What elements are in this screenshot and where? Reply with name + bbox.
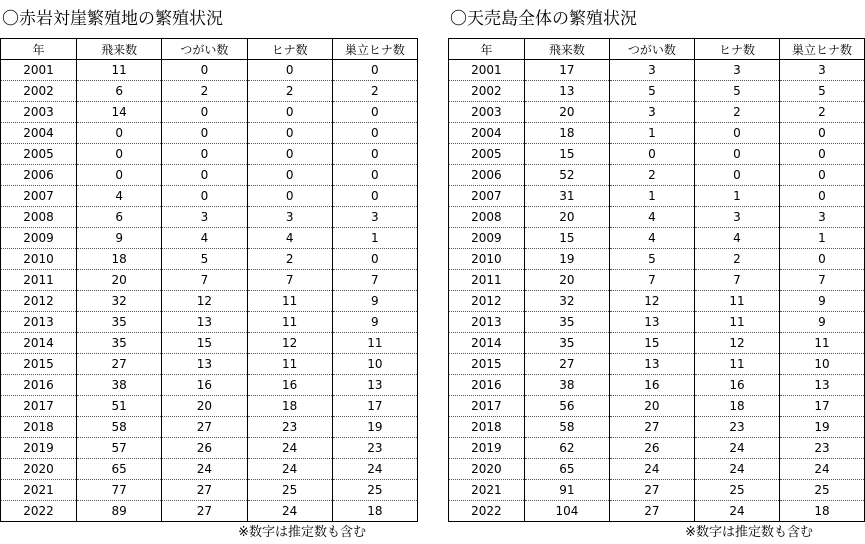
cell-arrivals[interactable]: 35	[524, 312, 609, 333]
cell-year[interactable]: 2010	[449, 249, 525, 270]
cell-fledglings[interactable]: 19	[779, 417, 864, 438]
cell-year[interactable]: 2013	[449, 312, 525, 333]
cell-year[interactable]: 2006	[1, 165, 77, 186]
cell-year[interactable]: 2011	[449, 270, 525, 291]
cell-pairs[interactable]: 3	[609, 60, 694, 81]
table-row	[1, 60, 418, 81]
panel-teuri-island	[448, 0, 865, 544]
cell-arrivals[interactable]: 89	[77, 501, 162, 522]
cell-chicks[interactable]: 7	[247, 270, 332, 291]
cell-fledglings[interactable]: 0	[779, 123, 864, 144]
cell-pairs[interactable]: 0	[162, 60, 247, 81]
cell-chicks[interactable]: 24	[247, 501, 332, 522]
table-row	[449, 417, 865, 438]
cell-chicks[interactable]: 11	[694, 312, 779, 333]
cell-pairs[interactable]: 7	[162, 270, 247, 291]
cell-fledglings[interactable]: 1	[332, 228, 417, 249]
cell-arrivals[interactable]: 6	[77, 207, 162, 228]
cell-chicks[interactable]: 0	[247, 165, 332, 186]
cell-year[interactable]: 2022	[1, 501, 77, 522]
cell-arrivals[interactable]: 15	[524, 144, 609, 165]
header-pairs[interactable]: つがい数	[162, 39, 247, 60]
cell-year[interactable]: 2001	[1, 60, 77, 81]
cell-fledglings[interactable]: 11	[332, 333, 417, 354]
cell-arrivals[interactable]: 32	[524, 291, 609, 312]
cell-pairs[interactable]: 1	[609, 123, 694, 144]
cell-arrivals[interactable]: 62	[524, 438, 609, 459]
cell-arrivals[interactable]: 27	[524, 354, 609, 375]
table-row	[449, 459, 865, 480]
cell-chicks[interactable]: 24	[247, 438, 332, 459]
cell-chicks[interactable]: 25	[247, 480, 332, 501]
cell-year[interactable]: 2016	[1, 375, 77, 396]
table-row	[449, 480, 865, 501]
cell-pairs[interactable]: 27	[609, 501, 694, 522]
table-body	[449, 60, 865, 522]
cell-arrivals[interactable]: 35	[77, 333, 162, 354]
cell-pairs[interactable]: 4	[609, 228, 694, 249]
cell-fledglings[interactable]: 0	[332, 102, 417, 123]
cell-chicks[interactable]: 7	[694, 270, 779, 291]
cell-pairs[interactable]: 4	[162, 228, 247, 249]
header-row	[1, 39, 418, 60]
cell-arrivals[interactable]: 52	[524, 165, 609, 186]
cell-chicks[interactable]: 23	[247, 417, 332, 438]
cell-chicks[interactable]: 4	[694, 228, 779, 249]
cell-year[interactable]: 2002	[1, 81, 77, 102]
cell-pairs[interactable]: 27	[162, 417, 247, 438]
cell-fledglings[interactable]: 25	[332, 480, 417, 501]
cell-pairs[interactable]: 0	[162, 144, 247, 165]
header-chicks[interactable]: ヒナ数	[694, 39, 779, 60]
cell-fledglings[interactable]: 24	[332, 459, 417, 480]
cell-pairs[interactable]: 0	[609, 144, 694, 165]
cell-fledglings[interactable]: 13	[779, 375, 864, 396]
table-row	[449, 186, 865, 207]
table-row	[1, 291, 418, 312]
cell-year[interactable]: 2001	[449, 60, 525, 81]
cell-fledglings[interactable]: 7	[779, 270, 864, 291]
cell-pairs[interactable]: 27	[609, 417, 694, 438]
cell-chicks[interactable]: 11	[694, 354, 779, 375]
cell-arrivals[interactable]: 13	[524, 81, 609, 102]
cell-chicks[interactable]: 1	[694, 186, 779, 207]
cell-fledglings[interactable]: 9	[779, 291, 864, 312]
cell-year[interactable]: 2015	[1, 354, 77, 375]
cell-fledglings[interactable]: 2	[779, 102, 864, 123]
cell-pairs[interactable]: 16	[609, 375, 694, 396]
table-row	[449, 81, 865, 102]
cell-pairs[interactable]: 1	[609, 186, 694, 207]
cell-chicks[interactable]: 2	[247, 249, 332, 270]
cell-pairs[interactable]: 15	[162, 333, 247, 354]
cell-fledglings[interactable]: 0	[779, 165, 864, 186]
cell-fledglings[interactable]: 9	[779, 312, 864, 333]
cell-year[interactable]: 2012	[1, 291, 77, 312]
cell-year[interactable]: 2005	[1, 144, 77, 165]
cell-fledglings[interactable]: 0	[779, 249, 864, 270]
cell-fledglings[interactable]: 9	[332, 312, 417, 333]
cell-pairs[interactable]: 27	[162, 501, 247, 522]
cell-arrivals[interactable]: 38	[77, 375, 162, 396]
table-row	[449, 165, 865, 186]
cell-year[interactable]: 2017	[449, 396, 525, 417]
cell-pairs[interactable]: 2	[609, 165, 694, 186]
cell-chicks[interactable]: 2	[694, 102, 779, 123]
cell-year[interactable]: 2003	[449, 102, 525, 123]
cell-fledglings[interactable]: 0	[779, 186, 864, 207]
table-row	[449, 375, 865, 396]
cell-chicks[interactable]: 0	[694, 123, 779, 144]
cell-chicks[interactable]: 0	[247, 102, 332, 123]
cell-chicks[interactable]: 11	[694, 291, 779, 312]
breeding-table-akaiwa	[0, 38, 418, 522]
cell-pairs[interactable]: 12	[162, 291, 247, 312]
cell-fledglings[interactable]: 0	[332, 123, 417, 144]
cell-arrivals[interactable]: 0	[77, 165, 162, 186]
cell-fledglings[interactable]: 10	[332, 354, 417, 375]
table-row	[1, 459, 418, 480]
table-row	[449, 312, 865, 333]
cell-arrivals[interactable]: 18	[77, 249, 162, 270]
cell-pairs[interactable]: 20	[609, 396, 694, 417]
cell-fledglings[interactable]: 10	[779, 354, 864, 375]
cell-chicks[interactable]: 24	[694, 459, 779, 480]
cell-year[interactable]: 2018	[1, 417, 77, 438]
cell-year[interactable]: 2020	[1, 459, 77, 480]
table-row	[1, 249, 418, 270]
cell-fledglings[interactable]: 7	[332, 270, 417, 291]
cell-year[interactable]: 2011	[1, 270, 77, 291]
cell-chicks[interactable]: 24	[247, 459, 332, 480]
cell-pairs[interactable]: 0	[162, 123, 247, 144]
cell-pairs[interactable]: 0	[162, 186, 247, 207]
cell-arrivals[interactable]: 20	[77, 270, 162, 291]
footnote: ※数字は推定数も含む	[238, 525, 366, 540]
table-row	[1, 417, 418, 438]
cell-year[interactable]: 2020	[449, 459, 525, 480]
panel-title: 〇赤岩対崖繁殖地の繁殖状況	[2, 9, 223, 29]
cell-pairs[interactable]: 3	[609, 102, 694, 123]
cell-chicks[interactable]: 0	[247, 186, 332, 207]
cell-arrivals[interactable]: 0	[77, 123, 162, 144]
cell-pairs[interactable]: 26	[162, 438, 247, 459]
cell-arrivals[interactable]: 38	[524, 375, 609, 396]
cell-pairs[interactable]: 5	[609, 81, 694, 102]
cell-chicks[interactable]: 3	[694, 60, 779, 81]
cell-fledglings[interactable]: 17	[779, 396, 864, 417]
table-row	[449, 396, 865, 417]
cell-chicks[interactable]: 0	[247, 144, 332, 165]
cell-fledglings[interactable]: 17	[332, 396, 417, 417]
table-row	[1, 354, 418, 375]
cell-year[interactable]: 2006	[449, 165, 525, 186]
cell-year[interactable]: 2009	[449, 228, 525, 249]
cell-arrivals[interactable]: 91	[524, 480, 609, 501]
cell-pairs[interactable]: 13	[609, 312, 694, 333]
cell-arrivals[interactable]: 56	[524, 396, 609, 417]
cell-fledglings[interactable]: 25	[779, 480, 864, 501]
cell-arrivals[interactable]: 51	[77, 396, 162, 417]
header-year[interactable]: 年	[449, 39, 525, 60]
cell-arrivals[interactable]: 65	[524, 459, 609, 480]
footnote: ※数字は推定数も含む	[685, 525, 813, 540]
cell-arrivals[interactable]: 17	[524, 60, 609, 81]
cell-chicks[interactable]: 11	[247, 291, 332, 312]
cell-pairs[interactable]: 13	[162, 312, 247, 333]
cell-year[interactable]: 2022	[449, 501, 525, 522]
table-row	[449, 60, 865, 81]
cell-fledglings[interactable]: 0	[779, 144, 864, 165]
table-row	[449, 228, 865, 249]
cell-pairs[interactable]: 0	[162, 102, 247, 123]
cell-arrivals[interactable]: 35	[77, 312, 162, 333]
cell-fledglings[interactable]: 11	[779, 333, 864, 354]
table-row	[1, 102, 418, 123]
table-row	[1, 375, 418, 396]
cell-arrivals[interactable]: 104	[524, 501, 609, 522]
cell-chicks[interactable]: 23	[694, 417, 779, 438]
cell-year[interactable]: 2009	[1, 228, 77, 249]
cell-fledglings[interactable]: 23	[332, 438, 417, 459]
panel-akaiwa	[0, 0, 418, 544]
cell-chicks[interactable]: 24	[694, 438, 779, 459]
cell-arrivals[interactable]: 9	[77, 228, 162, 249]
cell-pairs[interactable]: 4	[609, 207, 694, 228]
cell-chicks[interactable]: 2	[694, 249, 779, 270]
cell-arrivals[interactable]: 20	[524, 207, 609, 228]
cell-fledglings[interactable]: 0	[332, 60, 417, 81]
cell-arrivals[interactable]: 58	[524, 417, 609, 438]
breeding-table-teuri	[448, 38, 865, 522]
cell-chicks[interactable]: 12	[694, 333, 779, 354]
cell-pairs[interactable]: 15	[609, 333, 694, 354]
table-row	[1, 480, 418, 501]
table-row	[449, 333, 865, 354]
table-row	[449, 291, 865, 312]
table-body	[1, 60, 418, 522]
cell-pairs[interactable]: 27	[162, 480, 247, 501]
cell-year[interactable]: 2003	[1, 102, 77, 123]
table-row	[1, 270, 418, 291]
table-row	[449, 249, 865, 270]
cell-arrivals[interactable]: 19	[524, 249, 609, 270]
cell-pairs[interactable]: 0	[162, 165, 247, 186]
cell-chicks[interactable]: 16	[694, 375, 779, 396]
table-row	[1, 333, 418, 354]
cell-year[interactable]: 2010	[1, 249, 77, 270]
header-arrivals[interactable]: 飛来数	[524, 39, 609, 60]
cell-arrivals[interactable]: 15	[524, 228, 609, 249]
cell-chicks[interactable]: 3	[694, 207, 779, 228]
cell-pairs[interactable]: 12	[609, 291, 694, 312]
cell-fledglings[interactable]: 3	[779, 60, 864, 81]
cell-chicks[interactable]: 3	[247, 207, 332, 228]
cell-year[interactable]: 2004	[1, 123, 77, 144]
cell-pairs[interactable]: 2	[162, 81, 247, 102]
cell-chicks[interactable]: 11	[247, 312, 332, 333]
cell-fledglings[interactable]: 0	[332, 165, 417, 186]
cell-year[interactable]: 2008	[449, 207, 525, 228]
cell-year[interactable]: 2008	[1, 207, 77, 228]
table-row	[449, 123, 865, 144]
table-row	[1, 438, 418, 459]
cell-chicks[interactable]: 18	[694, 396, 779, 417]
cell-chicks[interactable]: 2	[247, 81, 332, 102]
cell-year[interactable]: 2014	[1, 333, 77, 354]
cell-fledglings[interactable]: 2	[332, 81, 417, 102]
header-chicks[interactable]: ヒナ数	[247, 39, 332, 60]
table-row	[1, 312, 418, 333]
cell-fledglings[interactable]: 18	[332, 501, 417, 522]
cell-arrivals[interactable]: 27	[77, 354, 162, 375]
cell-chicks[interactable]: 0	[694, 144, 779, 165]
header-year[interactable]: 年	[1, 39, 77, 60]
cell-chicks[interactable]: 0	[247, 60, 332, 81]
table-row	[449, 438, 865, 459]
cell-year[interactable]: 2019	[449, 438, 525, 459]
cell-arrivals[interactable]: 0	[77, 144, 162, 165]
table-row	[1, 186, 418, 207]
cell-fledglings[interactable]: 23	[779, 438, 864, 459]
cell-year[interactable]: 2021	[1, 480, 77, 501]
cell-year[interactable]: 2005	[449, 144, 525, 165]
table-row	[1, 123, 418, 144]
cell-fledglings[interactable]: 0	[332, 249, 417, 270]
cell-year[interactable]: 2021	[449, 480, 525, 501]
table-row	[449, 354, 865, 375]
cell-fledglings[interactable]: 24	[779, 459, 864, 480]
cell-chicks[interactable]: 11	[247, 354, 332, 375]
cell-pairs[interactable]: 13	[162, 354, 247, 375]
cell-fledglings[interactable]: 5	[779, 81, 864, 102]
cell-pairs[interactable]: 7	[609, 270, 694, 291]
cell-fledglings[interactable]: 0	[332, 144, 417, 165]
table-row	[449, 207, 865, 228]
cell-pairs[interactable]: 27	[609, 480, 694, 501]
cell-year[interactable]: 2004	[449, 123, 525, 144]
cell-fledglings[interactable]: 19	[332, 417, 417, 438]
cell-fledglings[interactable]: 18	[779, 501, 864, 522]
table-row	[449, 144, 865, 165]
cell-year[interactable]: 2018	[449, 417, 525, 438]
cell-fledglings[interactable]: 3	[779, 207, 864, 228]
cell-chicks[interactable]: 12	[247, 333, 332, 354]
cell-arrivals[interactable]: 32	[77, 291, 162, 312]
cell-fledglings[interactable]: 1	[779, 228, 864, 249]
cell-arrivals[interactable]: 58	[77, 417, 162, 438]
cell-pairs[interactable]: 3	[162, 207, 247, 228]
cell-chicks[interactable]: 0	[694, 165, 779, 186]
cell-chicks[interactable]: 0	[247, 123, 332, 144]
table-row	[1, 81, 418, 102]
cell-arrivals[interactable]: 77	[77, 480, 162, 501]
cell-pairs[interactable]: 26	[609, 438, 694, 459]
cell-arrivals[interactable]: 20	[524, 270, 609, 291]
table-row	[449, 270, 865, 291]
cell-arrivals[interactable]: 18	[524, 123, 609, 144]
cell-pairs[interactable]: 5	[609, 249, 694, 270]
cell-year[interactable]: 2013	[1, 312, 77, 333]
header-row	[449, 39, 865, 60]
cell-fledglings[interactable]: 0	[332, 186, 417, 207]
table-row	[1, 501, 418, 522]
header-pairs[interactable]: つがい数	[609, 39, 694, 60]
cell-year[interactable]: 2012	[449, 291, 525, 312]
cell-arrivals[interactable]: 14	[77, 102, 162, 123]
cell-year[interactable]: 2007	[449, 186, 525, 207]
cell-arrivals[interactable]: 35	[524, 333, 609, 354]
panel-title: 〇天売島全体の繁殖状況	[450, 9, 637, 29]
cell-fledglings[interactable]: 9	[332, 291, 417, 312]
header-arrivals[interactable]: 飛来数	[77, 39, 162, 60]
cell-fledglings[interactable]: 13	[332, 375, 417, 396]
cell-pairs[interactable]: 5	[162, 249, 247, 270]
cell-arrivals[interactable]: 57	[77, 438, 162, 459]
cell-fledglings[interactable]: 3	[332, 207, 417, 228]
cell-year[interactable]: 2014	[449, 333, 525, 354]
cell-pairs[interactable]: 16	[162, 375, 247, 396]
cell-chicks[interactable]: 25	[694, 480, 779, 501]
cell-pairs[interactable]: 20	[162, 396, 247, 417]
cell-year[interactable]: 2017	[1, 396, 77, 417]
table-row	[1, 228, 418, 249]
cell-year[interactable]: 2002	[449, 81, 525, 102]
cell-chicks[interactable]: 18	[247, 396, 332, 417]
cell-chicks[interactable]: 4	[247, 228, 332, 249]
cell-chicks[interactable]: 16	[247, 375, 332, 396]
cell-arrivals[interactable]: 11	[77, 60, 162, 81]
cell-arrivals[interactable]: 6	[77, 81, 162, 102]
cell-chicks[interactable]: 24	[694, 501, 779, 522]
cell-year[interactable]: 2019	[1, 438, 77, 459]
header-fledglings[interactable]: 巣立ヒナ数	[779, 39, 864, 60]
cell-arrivals[interactable]: 20	[524, 102, 609, 123]
table-row	[1, 165, 418, 186]
table-row	[1, 396, 418, 417]
cell-pairs[interactable]: 24	[609, 459, 694, 480]
cell-year[interactable]: 2015	[449, 354, 525, 375]
cell-year[interactable]: 2007	[1, 186, 77, 207]
cell-year[interactable]: 2016	[449, 375, 525, 396]
cell-arrivals[interactable]: 4	[77, 186, 162, 207]
cell-pairs[interactable]: 24	[162, 459, 247, 480]
table-row	[1, 207, 418, 228]
table-row	[449, 102, 865, 123]
cell-arrivals[interactable]: 31	[524, 186, 609, 207]
cell-chicks[interactable]: 5	[694, 81, 779, 102]
table-row	[449, 501, 865, 522]
header-fledglings[interactable]: 巣立ヒナ数	[332, 39, 417, 60]
table-row	[1, 144, 418, 165]
cell-arrivals[interactable]: 65	[77, 459, 162, 480]
cell-pairs[interactable]: 13	[609, 354, 694, 375]
